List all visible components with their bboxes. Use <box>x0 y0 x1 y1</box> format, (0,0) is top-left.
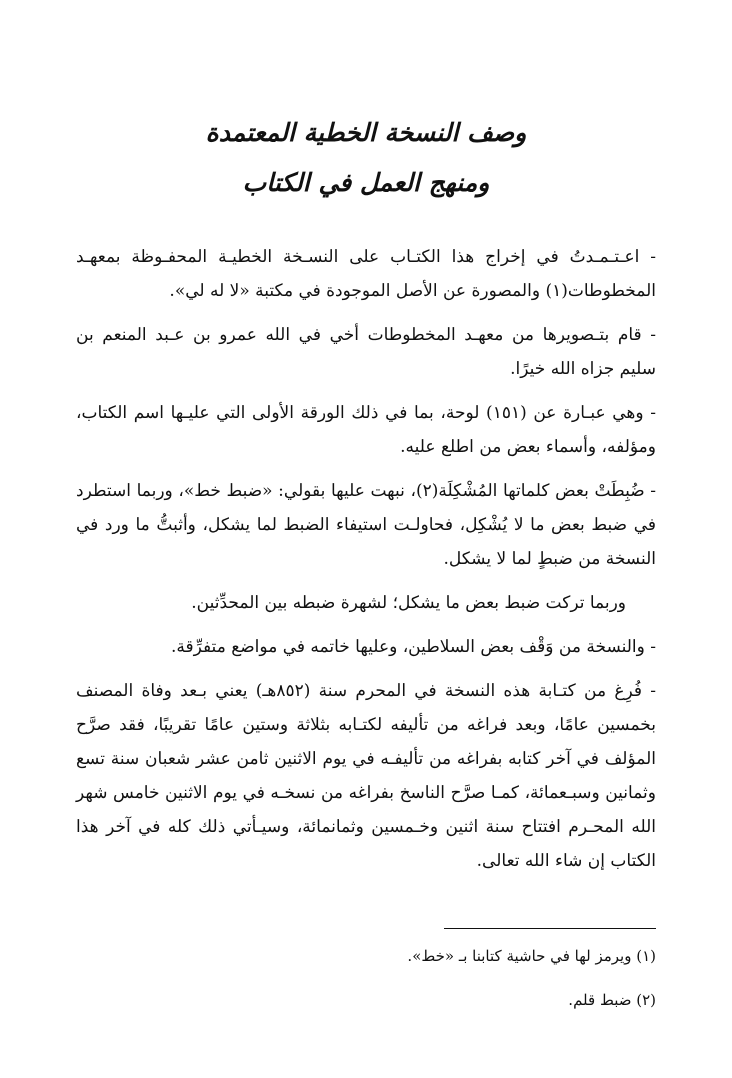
title-line-2: ومنهج العمل في الكتاب <box>242 168 490 197</box>
paragraph-folio-count: - وهي عبـارة عن (١٥١) لوحة، بما في ذلك الورقة الأولى التي عليـها اسم الكتاب، ومؤلفه، وأسماء بعض من اطلع عليه. <box>76 403 656 457</box>
paragraph-diacritics-note: وربما تركت ضبط بعض ما يشكل؛ لشهرة ضبطه بين المحدِّثين. <box>191 593 626 613</box>
paragraph-diacritics: - ضُبِطَتْ بعض كلماتها المُشْكِلَة(٢)، نبهت عليها بقولي: «ضبط خط»، وربما استطرد في ضبط بعض ما لا يُشْكِل، فحاولـت استيفاء الضبط لما يشكل، وأثبتُّ ما ورد في النسخة من ضبطٍ لما لا يشكل. <box>76 481 656 569</box>
paragraph-source-manuscript: - اعـتـمـدتُ في إخراج هذا الكتـاب على النسـخة الخطيـة المحفـوظة بمعهـد المخطوطات(١) والمصورة عن الأصل الموجودة في مكتبة «لا له لي». <box>76 247 656 301</box>
footnote-2: (٢) ضبط قلم. <box>568 991 656 1009</box>
paragraph-photography: - قام بتـصويرها من معهـد المخطوطات أخي في الله عمرو بن عـبد المنعم بن سليم جزاه الله خيرًا. <box>76 325 656 379</box>
footnotes <box>76 943 656 1031</box>
paragraph-endowment: - والنسخة من وَقْف بعض السلاطين، وعليها خاتمه في مواضع متفرِّقة. <box>170 637 656 657</box>
footnote-divider <box>444 928 656 929</box>
body-text <box>76 240 656 888</box>
paragraph-copy-date: - فُرِغ من كتـابة هذه النسخة في المحرم سنة (٨٥٢هـ) يعني بـعد وفاة المصنف بخمسين عامًا، وبعد فراغه من تأليفه لكتـابه بثلاثة وستين عامًا تقريبًا، فقد صرَّح المؤلف في آخر كتابه بفراغه من تأليفـه في يوم الاثنين ثامن عشر شعبان سنة تسع وثمانين وسبـعمائة، كمـا صرَّح الناسخ بفراغه من نسخـه في يوم الاثنين خامس شهر الله المحـرم افتتاح سنة اثنين وخـمسين وثمانمائة، وسيـأتي ذلك كله في آخر هذا الكتاب إن شاء الله تعالى. <box>76 681 656 871</box>
footnote-1: (١) ويرمز لها في حاشية كتابنا بـ «خط». <box>407 947 656 965</box>
title-line-1: وصف النسخة الخطية المعتمدة <box>205 118 527 147</box>
page-title <box>0 108 732 208</box>
